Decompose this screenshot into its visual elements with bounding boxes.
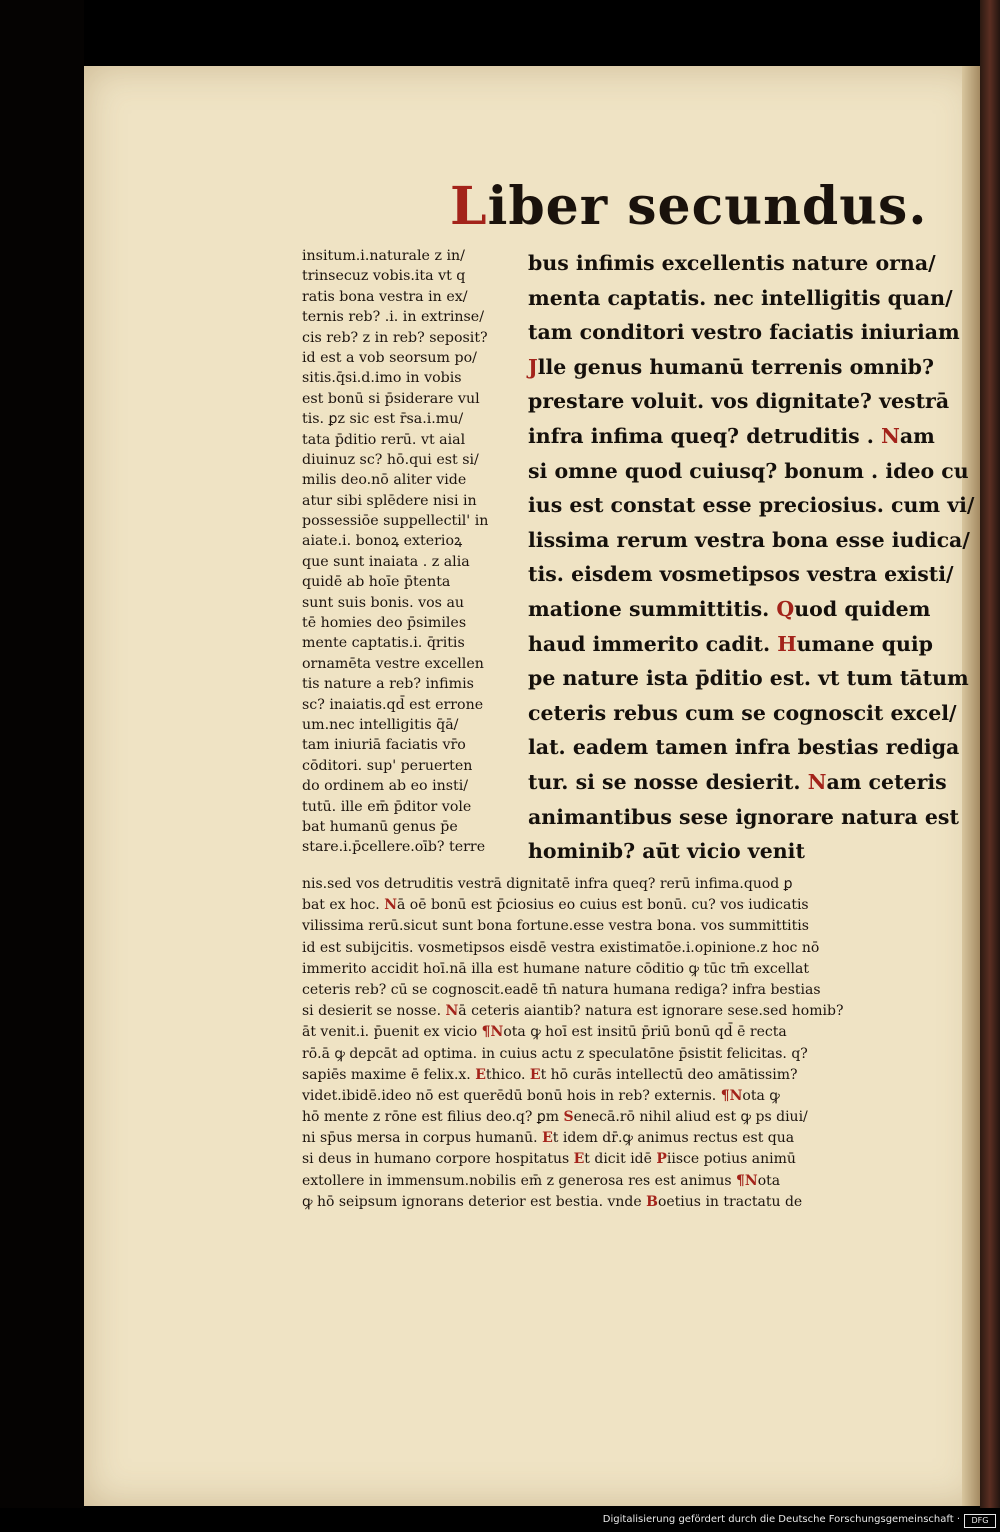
rubricated-initial: N [384,897,397,914]
main-text-line [528,419,935,454]
running-head-text: iber secundus. [487,176,928,237]
main-text-line [528,246,936,281]
commentary-segment: ā oē bonū est p̄ciosius eo cuius est bonū. cu? vos iudicatis [397,897,809,914]
main-text-segment: tis. eisdem vosmetipsos vestra existi/ [528,562,954,587]
commentary-line: id est a vob seorsum po/ [302,349,477,366]
main-text-segment: bus infimis excellentis nature orna/ [528,251,936,275]
commentary-segment: ā ceteris aiantib? natura est ignorare sese.sed homib? [458,1003,844,1020]
commentary-segment: t hō curās intellectū deo amātissim? [540,1066,798,1083]
commentary-segment: ni sp̄us mersa in corpus humanū. [302,1130,543,1147]
main-text-segment: animantibus sese ignorare natura est [528,804,959,829]
rubricated-initial: E [542,1130,553,1147]
commentary-segment: oetius in tractatu de [657,1193,803,1210]
commentary-line [302,1001,914,1022]
commentary-segment: rō.ā ꝙ depcāt ad optima. in cuius actu z speculatōne p̄sistit felicitas. q? [302,1045,808,1062]
commentary-line: milis deo.nō aliter vide [302,472,467,489]
main-text-line [528,627,933,662]
rubricated-initial: E [529,1066,541,1083]
rubricated-initial: N [881,423,900,448]
commentary-segment: āt venit.i. p̄uenit ex vicio [302,1024,482,1041]
rubricated-initial: S [563,1109,574,1126]
main-text-segment: ius est constat esse preciosius. cum vi/ [528,493,975,518]
commentary-line: ternis reb? .i. in extrinse/ [302,309,484,326]
commentary-line [302,916,914,937]
main-text-segment: lle genus humanū terrenis omnib? [537,354,934,379]
commentary-segment: ota [757,1172,781,1189]
commentary-line [302,1022,914,1043]
commentary-segment: extollere in immensum.nobilis em̄ z generosa res est animus [302,1172,736,1189]
commentary-line [302,1192,914,1213]
rubricated-initial: Q [776,596,795,621]
rubricated-initial: J [528,354,538,379]
main-text-segment: tam conditori vestro faciatis iniuriam [528,320,960,345]
main-text-line [528,800,959,835]
commentary-line [302,1149,914,1170]
commentary-line [302,1086,914,1107]
rubricated-initial: P [656,1151,667,1168]
main-text-line [528,523,970,558]
commentary-line: aiate.i. bonoꝝ exterioꝝ [302,533,463,550]
commentary-line [302,980,914,1001]
commentary-segment: ceteris reb? cū se cognoscit.eadē tn̄ natura humana rediga? infra bestias [302,981,821,998]
page-edge [962,66,980,1506]
rubricated-initial: ¶N [481,1024,504,1041]
commentary-line: diuinuz sc? hō.qui est si/ [302,451,479,468]
commentary-line [302,938,914,959]
commentary-line: insitum.i.naturale z in/ [302,248,465,264]
main-text-segment: lat. eadem tamen infra bestias rediga [528,735,960,760]
commentary-line: cōditori. sup' peruerten [302,757,473,774]
commentary-line [302,1107,914,1128]
commentary-line: tis nature a reb? infimis [302,676,474,693]
scan-background-left [0,0,84,1508]
main-text-line [528,557,954,592]
main-text-line [528,592,931,627]
commentary-segment: videt.ibidē.ideo nō est querēdū bonū hois in reb? externis. [302,1087,721,1104]
commentary-line: stare.i.p̄cellere.oīb? terre [302,839,486,856]
commentary-segment: thico. [485,1066,530,1083]
commentary-line: tam iniuriā faciatis vr̄o [302,737,466,754]
main-text-segment: hominib? aūt vicio venit [528,839,805,864]
commentary-line: tutū. ille em̄ p̄ditor vole [302,798,472,815]
commentary-line: sunt suis bonis. vos au [302,594,465,611]
commentary-line [302,874,914,895]
commentary-segment: ota ꝙ [742,1087,780,1104]
main-text-segment: lissima rerum vestra bona esse iudica/ [528,527,970,552]
commentary-line: que sunt inaiata . z alia [302,553,470,570]
main-text-segment: pe nature ista p̄ditio est. vt tum tātum [528,666,969,691]
main-text-segment: menta captatis. nec intelligitis quan/ [528,285,953,310]
commentary-line: quidē ab hoīe p̄tenta [302,574,451,591]
main-text-line [528,281,953,316]
commentary-segment: bat ex hoc. [302,897,385,914]
main-text-segment: am [899,423,935,448]
main-text-line [528,384,950,419]
main-text-segment: si omne quod cuiusq? bonum . ideo cu [528,458,969,483]
commentary-line [302,1128,914,1149]
commentary-segment: vilissima rerū.sicut sunt bona fortune.esse vestra bona. vos summittitis [302,918,809,935]
rubricated-initial: E [573,1151,585,1168]
main-text-line [528,488,975,523]
commentary-segment: ꝙ hō seipsum ignorans deterior est bestia. vnde [302,1193,647,1210]
footer-bar [0,1508,1000,1532]
commentary-line: ratis bona vestra in ex/ [302,288,468,305]
main-text-line [528,696,957,731]
rubricated-initial: E [475,1066,486,1083]
rubricated-initial: ¶N [736,1172,758,1189]
rubricated-initial: N [807,769,827,794]
main-text-segment: tur. si se nosse desierit. [528,769,808,794]
commentary-segment: si desierit se nosse. [302,1003,446,1020]
main-text-segment: uod quidem [794,596,931,621]
commentary-line: ornamēta vestre excellen [302,655,484,672]
main-text-segment: infra infima queq? detruditis . [528,423,882,448]
commentary-line: mente captatis.i. q̄ritis [302,635,465,652]
scan-background-right [980,0,1000,1508]
main-text-segment: umane quip [796,631,933,656]
dfg-logo: DFG [964,1514,996,1528]
commentary-line: sc? inaiatis.qd̄ est errone [302,696,484,713]
commentary-line: tata p̄ditio rerū. vt aial [302,431,466,448]
commentary-line: possessiōe suppellectil' in [302,513,489,530]
running-head [450,172,928,242]
main-text-column [528,246,975,869]
main-text-line [528,315,960,350]
commentary-segment: enecā.rō nihil aliud est ꝙ ps diui/ [573,1109,808,1126]
commentary-segment: si deus in humano corpore hospitatus [302,1151,574,1168]
commentary-segment: nis.sed vos detruditis vestrā dignitatē infra queq? rerū infima.quod ꝑ [302,876,793,892]
commentary-line: cis reb? z in reb? seposit? [302,329,488,346]
commentary-line: um.nec intelligitis q̄ā/ [302,716,459,733]
rubricated-initial: H [777,631,797,656]
commentary-segment: t dicit idē [584,1151,657,1168]
commentary-line: atur sibi splēdere nisi in [302,492,477,509]
commentary-line: do ordinem ab eo insti/ [302,778,469,795]
rubricated-initial: B [646,1193,658,1210]
commentary-line: est bonū si p̄siderare vul [302,390,480,407]
commentary-line: tē homies deo p̄similes [302,615,467,632]
main-text-line [528,350,934,385]
main-text-line [528,834,908,869]
commentary-line: sitis.q̄si.d.imo in vobis [302,370,462,387]
commentary-line: trinsecuz vobis.ita vt q [302,268,466,285]
commentary-segment: hō mente z rōne est filius deo.q? ꝑm [302,1109,564,1126]
rubricated-initial: N [445,1003,459,1020]
commentary-line: bat humanū genus p̄e [302,818,458,835]
commentary-line [302,1044,914,1065]
footer-credit: Digitalisierung gefördert durch die Deutsche Forschungsgemeinschaft · [602,1514,960,1525]
commentary-segment: t idem dr̄.ꝙ animus rectus est qua [552,1130,795,1147]
running-head-initial: L [450,176,488,237]
commentary-line [302,1171,914,1192]
commentary-segment: id est subijcitis. vosmetipsos eisdē vestra existimatōe.i.opinione.z hoc nō [302,939,820,956]
main-text-line [528,765,947,800]
commentary-segment: immerito accidit hoī.nā illa est humane nature cōditio ꝙ tūc tm̄ excellat [302,960,809,977]
main-text-segment: matione summittitis. [528,596,777,621]
main-text-segment: am ceteris [826,769,947,794]
main-text-segment: prestare voluit. vos dignitate? vestrā [528,389,950,414]
rubricated-initial: ¶N [720,1087,743,1104]
commentary-line [302,895,914,916]
commentary-line: tis. ꝑz sic est r̄sa.i.mu/ [302,411,464,428]
main-text-line [528,730,960,765]
commentary-full-width [302,874,914,1213]
main-text-segment: haud immerito cadit. [528,631,778,656]
commentary-column [302,246,514,858]
commentary-segment: ota ꝙ hoī est insitū p̄riū bonū qd̄ ē recta [503,1024,787,1041]
commentary-line [302,1065,914,1086]
main-text-segment: ceteris rebus cum se cognoscit excel/ [528,700,957,725]
commentary-segment: sapiēs maxime ē felix.x. [302,1066,476,1083]
main-text-line [528,454,969,489]
commentary-line [302,959,914,980]
commentary-segment: iisce potius animū [666,1151,796,1168]
main-text-line [528,661,969,696]
